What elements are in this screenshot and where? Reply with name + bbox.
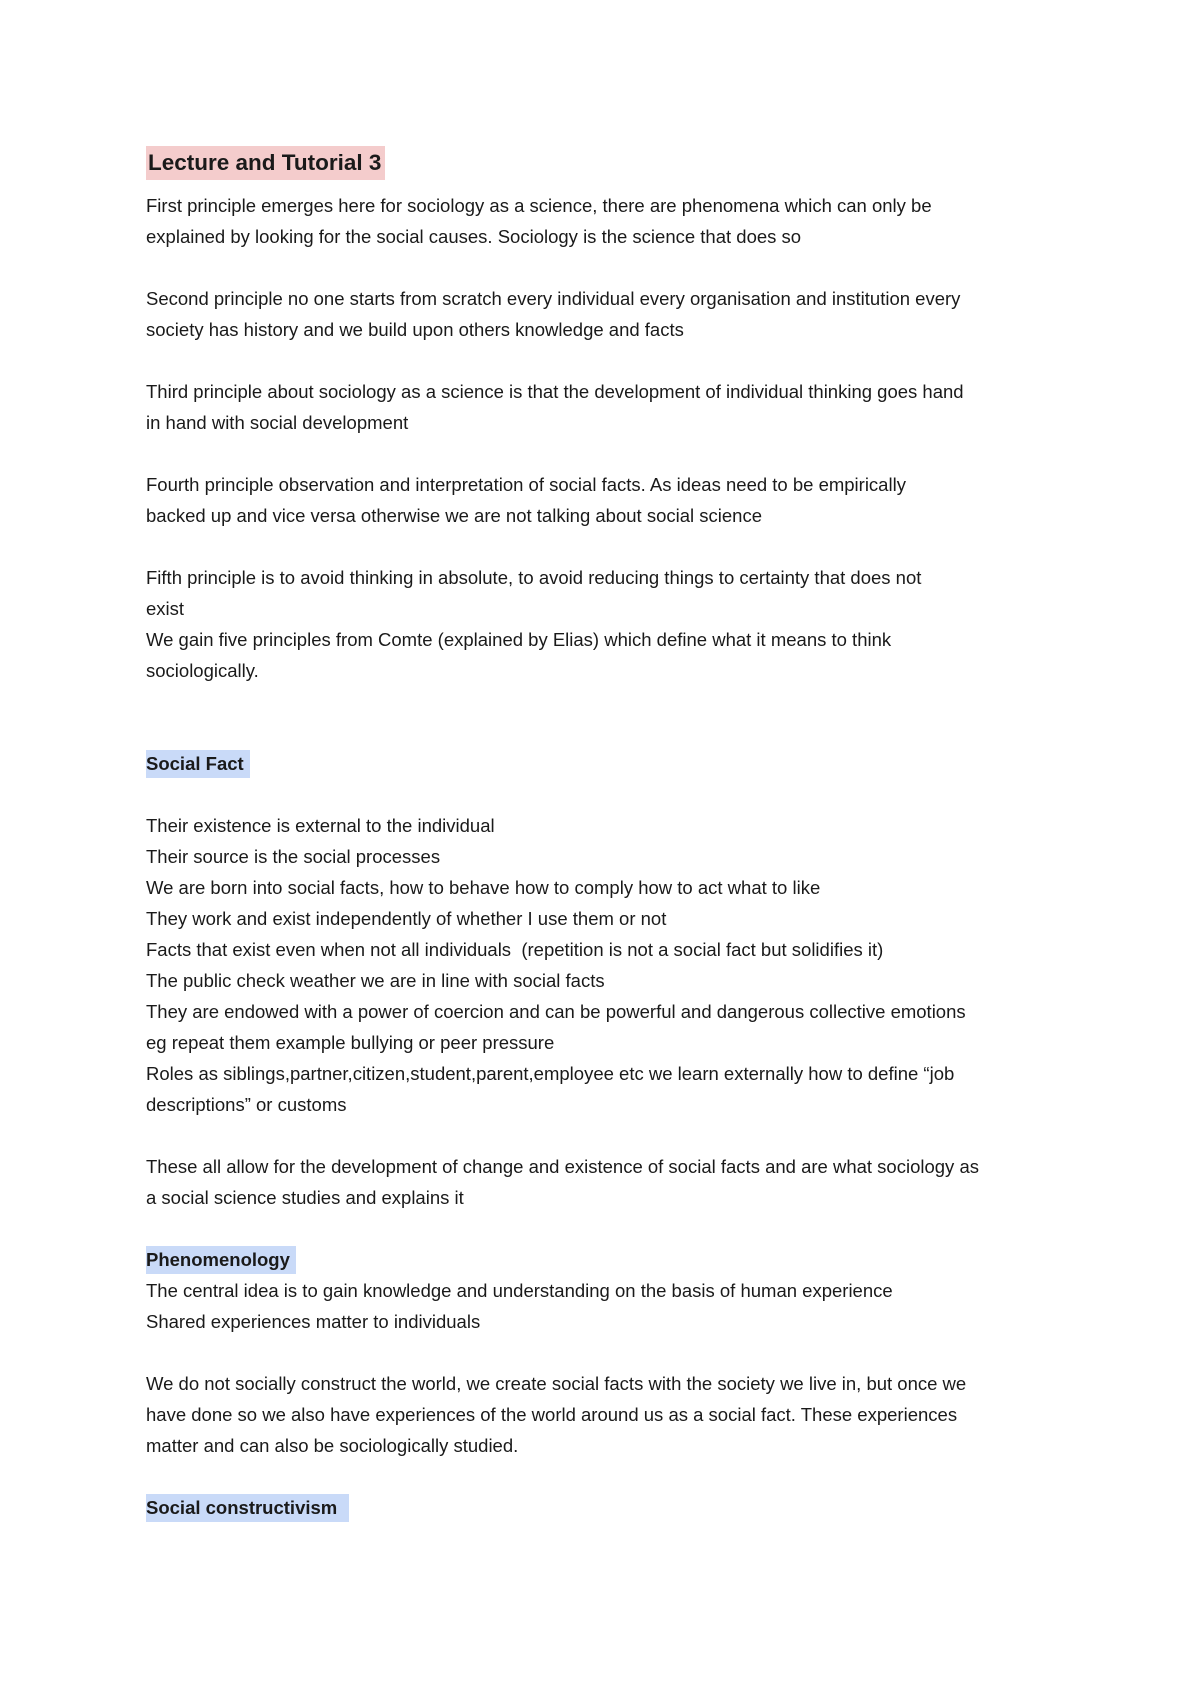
spacer <box>146 345 1076 376</box>
spacer <box>146 438 1076 469</box>
social-fact-lines: Their existence is external to the individual Their source is the social processes We are born into social facts, how to behave how to comply how to act what to like They work and exist independently of whether I use them or not Facts that exist even when not all individuals (repetition is not a social fact but solidifies it) The public check weather we are in line with social facts They are endowed with a power of coercion and can be powerful and dangerous collective emotions eg repeat them example bullying or peer pressure Roles as siblings,partner,citizen,student,parent,employee etc we learn externally how to define “job descriptions” or customs <box>146 815 966 1115</box>
spacer <box>146 1337 1076 1368</box>
spacer <box>146 779 1076 810</box>
document-title: Lecture and Tutorial 3 <box>146 146 385 180</box>
principle-two-paragraph: Second principle no one starts from scratch every individual every organisation and institution every society has history and we build upon others knowledge and facts <box>146 288 961 340</box>
spacer <box>146 1461 1076 1492</box>
spacer <box>146 686 1076 748</box>
social-fact-heading: Social Fact <box>146 750 250 778</box>
document-page <box>146 146 1076 1523</box>
spacer <box>146 1213 1076 1244</box>
principle-five-paragraph: Fifth principle is to avoid thinking in absolute, to avoid reducing things to certainty that does not exist We gain five principles from Comte (explained by Elias) which define what it means to think sociologically. <box>146 567 922 681</box>
social-fact-summary: These all allow for the development of change and existence of social facts and are what sociology as a social science studies and explains it <box>146 1156 979 1208</box>
spacer <box>146 1120 1076 1151</box>
principle-three-paragraph: Third principle about sociology as a science is that the development of individual thinking goes hand in hand with social development <box>146 381 964 433</box>
principle-one-paragraph: First principle emerges here for sociology as a science, there are phenomena which can only be explained by looking for the social causes. Sociology is the science that does so <box>146 195 932 247</box>
phenomenology-lines: The central idea is to gain knowledge and understanding on the basis of human experience Shared experiences matter to individuals <box>146 1280 893 1332</box>
principle-four-paragraph: Fourth principle observation and interpretation of social facts. As ideas need to be empirically backed up and vice versa otherwise we are not talking about social science <box>146 474 906 526</box>
phenomenology-paragraph: We do not socially construct the world, we create social facts with the society we live in, but once we have done so we also have experiences of the world around us as a social fact. These experiences matter and can also be sociologically studied. <box>146 1373 967 1456</box>
spacer <box>146 252 1076 283</box>
phenomenology-heading: Phenomenology <box>146 1246 296 1274</box>
social-constructivism-heading: Social constructivism <box>146 1494 349 1522</box>
spacer <box>146 531 1076 562</box>
